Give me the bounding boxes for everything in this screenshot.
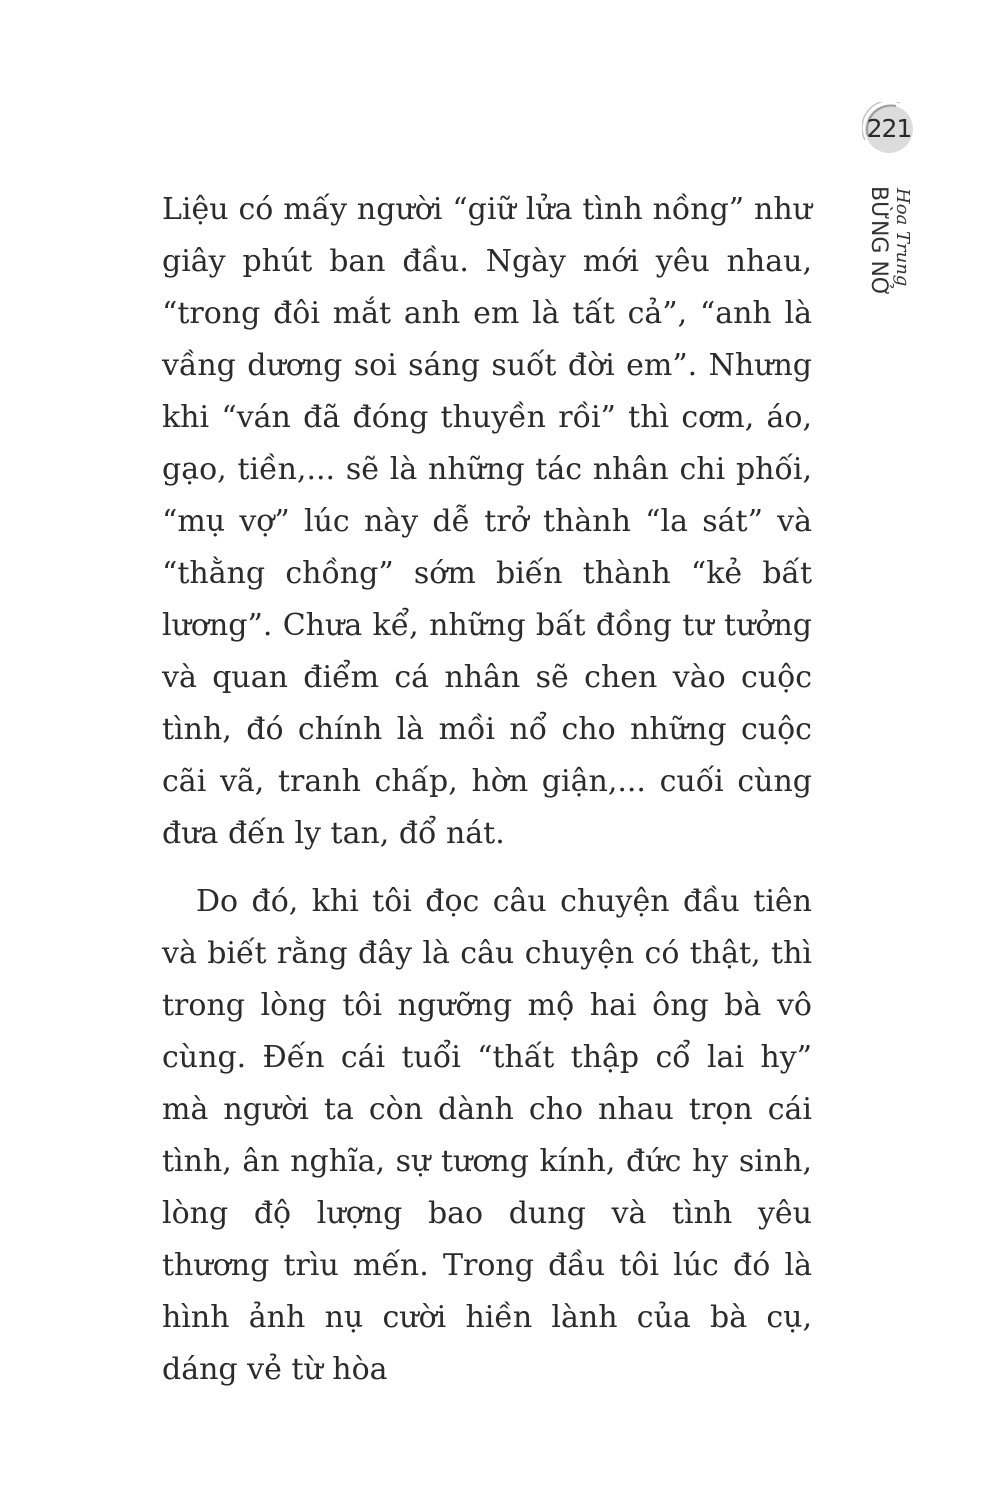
page-number: 221 (866, 114, 912, 143)
page-number-badge (862, 102, 912, 152)
paragraph-1: Liệu có mấy người “giữ lửa tình nồng” như giây phút ban đầu. Ngày mới yêu nhau, “trong đôi mắt anh em là tất cả”, “anh là vầng dương soi sáng suốt đời em”. Nhưng khi “ván đã đóng thuyền rồi” thì cơm, áo, gạo, tiền,... sẽ là những tác nhân chi phối, “mụ vợ” lúc này dễ trở thành “la sát” và “thằng chồng” sớm biến thành “kẻ bất lương”. Chưa kể, những bất đồng tư tưởng và quan điểm cá nhân sẽ chen vào cuộc tình, đó chính là mồi nổ cho những cuộc cãi vã, tranh chấp, hờn giận,... cuối cùng đưa đến ly tan, đổ nát. (162, 192, 812, 851)
paragraph-2: Do đó, khi tôi đọc câu chuyện đầu tiên và biết rằng đây là câu chuyện có thật, thì trong lòng tôi ngưỡng mộ hai ông bà vô cùng. Đến cái tuổi “thất thập cổ lai hy” mà người ta còn dành cho nhau trọn cái tình, ân nghĩa, sự tương kính, đức hy sinh, lòng độ lượng bao dung và tình yêu thương trìu mến. Trong đầu tôi lúc đó là hình ảnh nụ cười hiền lành của bà cụ, dáng vẻ từ hòa (162, 884, 812, 1387)
book-title-main: BỪNG NỞ (866, 186, 891, 298)
body-text (162, 184, 812, 1396)
book-title-vertical (855, 180, 935, 300)
book-title-script: Hoa Trung (892, 188, 913, 287)
